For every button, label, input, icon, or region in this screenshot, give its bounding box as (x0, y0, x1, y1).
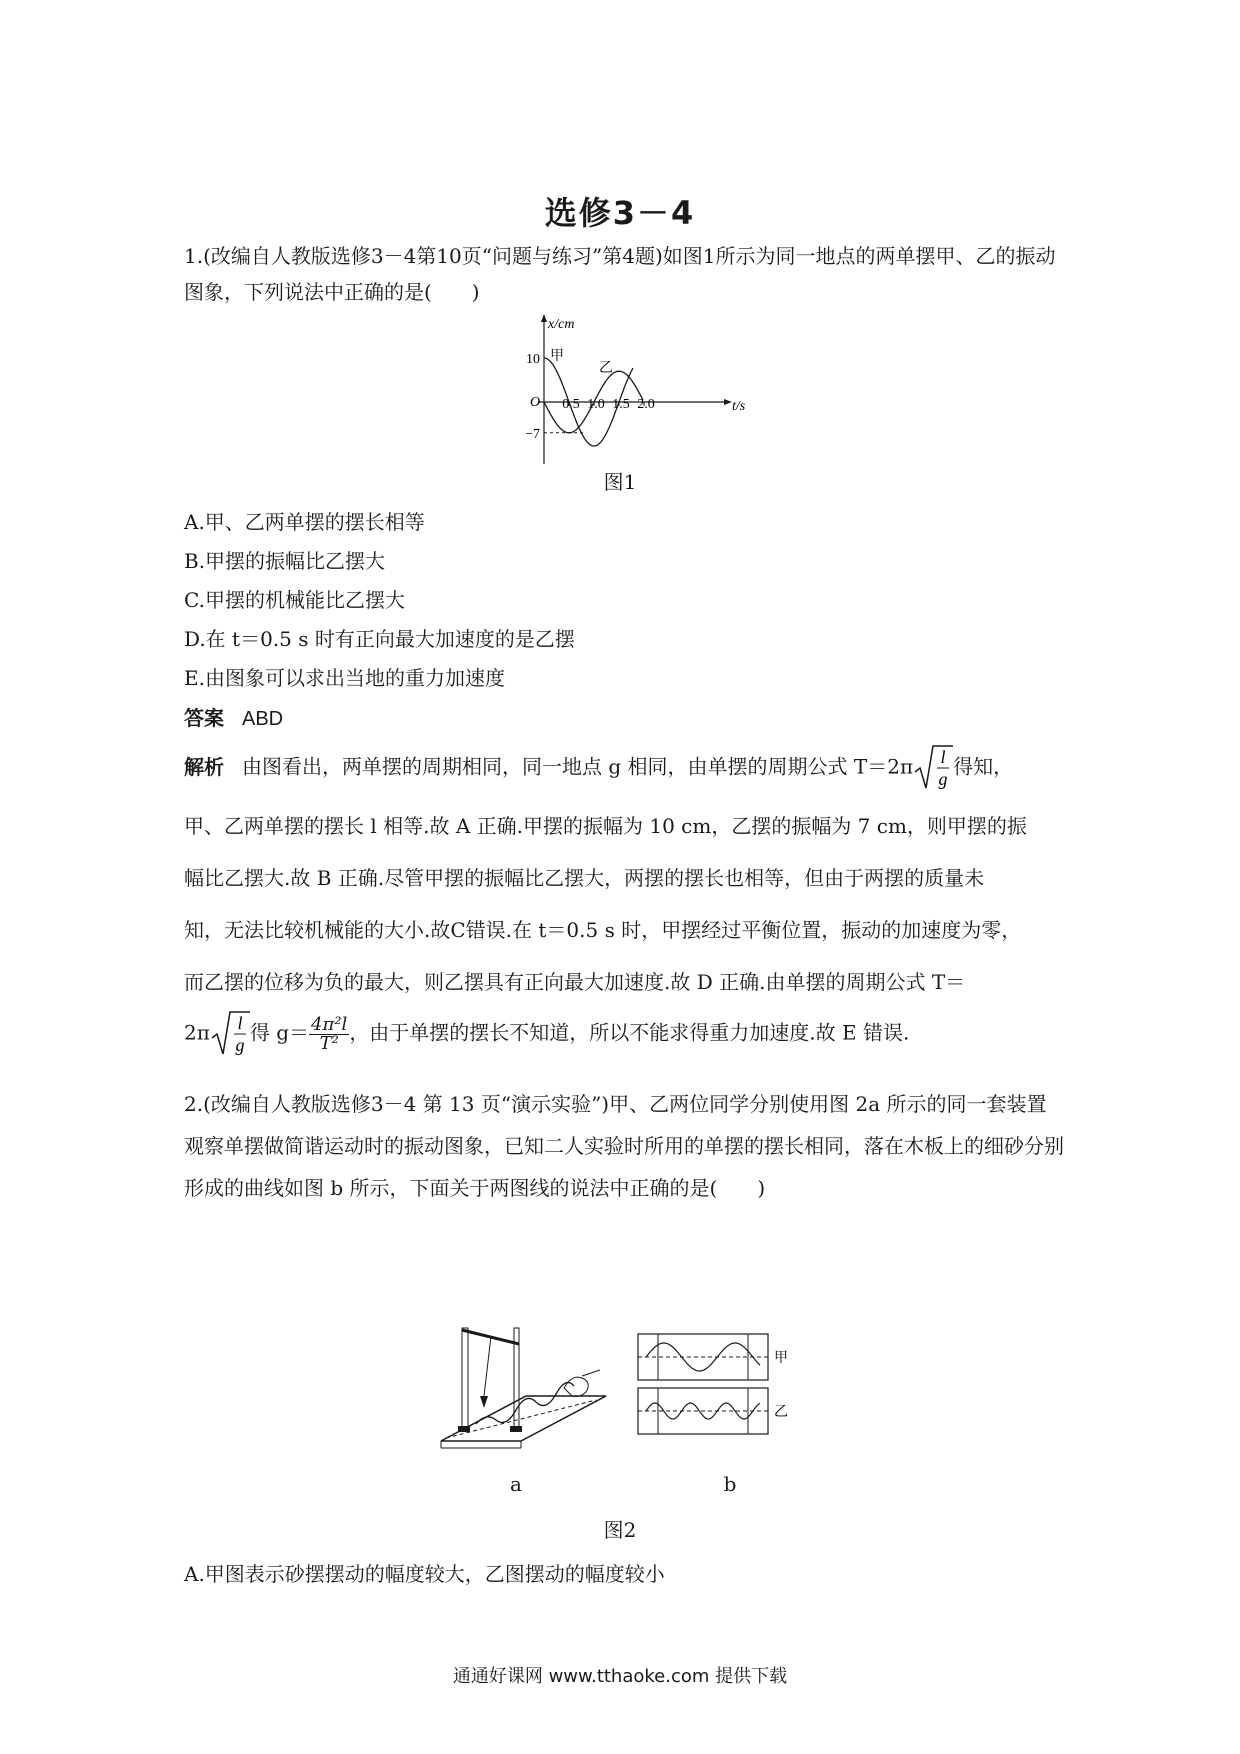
q1-option-a: A.甲、乙两单摆的摆长相等 (184, 510, 425, 534)
figure2-caption: 图2 (603, 1518, 637, 1542)
q1-option-c: C.甲摆的机械能比乙摆大 (184, 588, 405, 612)
y-axis-arrow (541, 314, 547, 322)
analysis-text-6c: ，由于单摆的摆长不知道，所以不能求得重力加速度.故 E 错误. (349, 1020, 910, 1045)
curve-label-jia: 甲 (550, 349, 564, 364)
y-tick-0: 10 (526, 352, 540, 367)
q1-analysis-line1 (184, 744, 1013, 792)
q1-analysis-line6 (184, 1010, 909, 1058)
q1-stem: 1.(改编自人教版选修3－4第10页“问题与练习”第4题)如图1所示为同一地点的两单摆甲、乙的振动图象，下列说法中正确的是( ) (184, 244, 1056, 304)
pendulum-string (484, 1336, 491, 1396)
q1-option-d: D.在 t＝0.5 s 时有正向最大加速度的是乙摆 (184, 627, 575, 651)
y-tick-1: −7 (525, 426, 540, 442)
q2-stem: 2.(改编自人教版选修3－4 第 13 页“演示实验”)甲、乙两位同学分别使用图 2a 所示的同一套装置观察单摆做简谐运动时的振动图象，已知二人实验时所用的单摆的摆长相同，落在木板上的细砂分别形成的曲线如图 b 所示，下面关于两图线的说法中正确的是( ) (184, 1092, 1064, 1200)
figure1-caption: 图1 (603, 470, 637, 494)
analysis-text-1b: 得知， (953, 754, 1014, 779)
trace-label-1: 乙 (774, 1405, 788, 1420)
sqrt2-den: g (235, 1035, 245, 1055)
sqrt-l-over-g-2 (210, 1010, 250, 1058)
x-axis-arrow (724, 399, 732, 405)
q1-answer (184, 702, 283, 731)
answer-label: 答案 (184, 706, 224, 730)
page-title: 选修3－4 (544, 194, 696, 232)
y-axis-label: x/cm (548, 317, 575, 332)
figure1-graph (500, 312, 746, 462)
figure2a-apparatus (436, 1326, 616, 1456)
sqrt-l-over-g (913, 744, 953, 792)
figure2-label-b: b (723, 1472, 737, 1496)
x-tick-1: 1.0 (587, 397, 605, 412)
fraction-g-den: T² (319, 1032, 339, 1054)
x-tick-0: 0.5 (562, 397, 580, 412)
sand-funnel (480, 1396, 488, 1408)
analysis-text-6a: 2π (184, 1020, 210, 1045)
analysis-text-6b: 得 g＝ (249, 1020, 310, 1045)
analysis-text-1a: 由图看出，两单摆的周期相同，同一地点 g 相同，由单摆的周期公式 T＝2π (242, 754, 914, 779)
q1-analysis-line2: 甲、乙两单摆的摆长 l 相等.故 A 正确.甲摆的振幅为 10 cm，乙摆的振幅为 7 cm，则甲摆的振 (184, 814, 1027, 838)
sand-trace (476, 1382, 574, 1424)
x-tick-3: 2.0 (637, 397, 655, 412)
x-tick-2: 1.5 (612, 397, 630, 412)
figure2b-traces (628, 1326, 798, 1444)
curve-label-yi: 乙 (599, 361, 613, 376)
figure2-label-a: a (510, 1472, 522, 1496)
q2-option-a: A.甲图表示砂摆摆动的幅度较大，乙图摆动的幅度较小 (184, 1562, 665, 1586)
q1-option-b: B.甲摆的振幅比乙摆大 (184, 549, 386, 573)
q1-option-e: E.由图象可以求出当地的重力加速度 (184, 666, 505, 690)
sqrt1-num: l (940, 747, 946, 767)
frame-post-left (462, 1328, 468, 1428)
page-footer: 通通好课网 www.tthaoke.com 提供下载 (452, 1666, 788, 1687)
q1-analysis-line5: 而乙摆的位移为负的最大，则乙摆具有正向最大加速度.故 D 正确.由单摆的周期公式 T＝ (184, 970, 966, 994)
x-axis-label: t/s (732, 399, 746, 414)
sqrt2-num: l (237, 1013, 243, 1033)
trace-label-0: 甲 (774, 1351, 788, 1366)
fraction-g-num: 4π²l (311, 1013, 348, 1035)
analysis-label: 解析 (184, 754, 224, 779)
q1-analysis-line3: 幅比乙摆大.故 B 正确.尽管甲摆的振幅比乙摆大，两摆的摆长也相等，但由于两摆的质量未 (184, 866, 985, 890)
sqrt1-den: g (938, 769, 948, 789)
answer-value: ABD (242, 708, 284, 730)
fraction-g (309, 1013, 349, 1054)
q1-analysis-line4: 知，无法比较机械能的大小.故C错误.在 t＝0.5 s 时，甲摆经过平衡位置，振动的加速度为零， (184, 918, 1022, 942)
origin-label: O (530, 395, 541, 410)
